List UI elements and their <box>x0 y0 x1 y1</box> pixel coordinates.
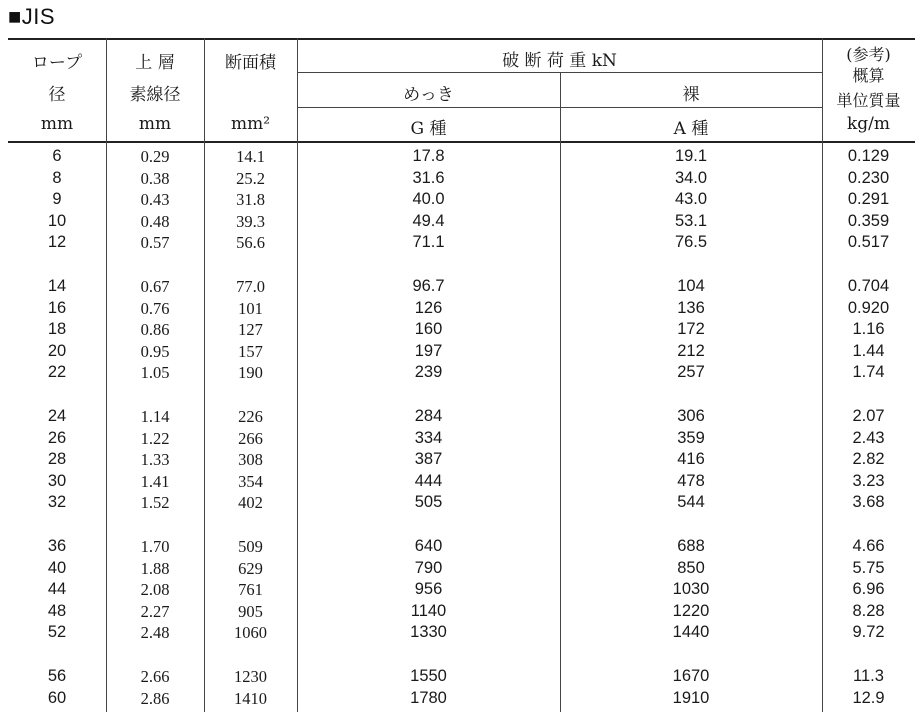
cell-load-a: 172 <box>677 320 705 339</box>
cell-area: 39.3 <box>236 211 265 231</box>
table-row <box>8 449 915 471</box>
cell-diameter: 14 <box>47 277 67 295</box>
cell-area: 308 <box>238 450 263 470</box>
cell-load-a: 43.0 <box>674 190 708 209</box>
cell-area: 1410 <box>234 688 267 708</box>
cell-diameter: 10 <box>47 211 67 230</box>
cell-area: 509 <box>238 537 263 556</box>
cell-wire-diameter: 1.88 <box>140 558 170 578</box>
cell-unit-mass: 3.23 <box>852 471 885 490</box>
cell-area: 127 <box>238 320 263 340</box>
cell-load-a: 416 <box>677 450 705 469</box>
cell-load-g: 71.1 <box>412 233 445 252</box>
cell-diameter: 52 <box>47 623 67 642</box>
cell-wire-diameter: 1.14 <box>140 407 170 426</box>
cell-load-a: 19.1 <box>674 147 708 165</box>
header-breaking-load: 破 断 荷 重 kN <box>502 51 617 71</box>
table-row <box>8 168 915 190</box>
cell-load-a: 257 <box>677 363 705 382</box>
cell-wire-diameter: 1.41 <box>140 471 170 491</box>
cell-load-a: 104 <box>677 277 705 295</box>
cell-unit-mass: 11.3 <box>853 667 884 685</box>
cell-diameter: 36 <box>47 537 67 555</box>
cell-load-g: 31.6 <box>412 168 445 187</box>
cell-area: 226 <box>238 407 263 426</box>
cell-diameter: 8 <box>52 168 62 187</box>
cell-area: 56.6 <box>236 233 265 253</box>
table-row <box>8 319 915 341</box>
cell-area: 266 <box>238 428 263 448</box>
cell-unit-mass: 1.44 <box>852 341 885 360</box>
cell-diameter: 28 <box>47 450 67 469</box>
cell-load-a: 212 <box>677 341 705 360</box>
cell-area: 629 <box>238 558 263 578</box>
table-row <box>8 688 915 710</box>
cell-load-a: 306 <box>677 407 705 425</box>
cell-diameter: 40 <box>47 558 67 577</box>
cell-wire-diameter: 0.76 <box>140 298 170 318</box>
cell-unit-mass: 5.75 <box>852 558 885 577</box>
cell-diameter: 44 <box>47 580 67 599</box>
cell-diameter: 24 <box>47 407 67 425</box>
cell-load-g: 1550 <box>410 667 447 685</box>
cell-area: 77.0 <box>236 277 265 296</box>
header-reference-label: (参考) <box>846 45 891 64</box>
cell-load-a: 544 <box>677 493 705 512</box>
cell-wire-diameter: 1.05 <box>140 363 170 383</box>
table-row <box>8 406 915 428</box>
cell-unit-mass: 0.920 <box>847 298 890 317</box>
table-row <box>8 622 915 644</box>
cell-area: 101 <box>238 298 263 318</box>
cell-load-a: 688 <box>677 537 705 555</box>
header-weight-unit: kg/m <box>846 114 891 134</box>
cell-load-g: 17.8 <box>412 147 445 165</box>
table-row <box>8 428 915 450</box>
cell-diameter: 9 <box>52 190 62 209</box>
cell-area: 354 <box>238 471 263 491</box>
cell-area: 157 <box>238 341 263 361</box>
cell-load-g: 640 <box>414 537 443 555</box>
cell-unit-mass: 0.517 <box>847 233 890 252</box>
header-bottom-rule <box>8 141 915 143</box>
cell-load-g: 505 <box>414 493 443 512</box>
table-row <box>8 362 915 384</box>
cell-diameter: 56 <box>47 667 67 685</box>
cell-load-a: 478 <box>677 471 705 490</box>
cell-diameter: 32 <box>47 493 67 512</box>
table-row <box>8 471 915 493</box>
cell-area: 905 <box>238 601 263 621</box>
cell-wire-diameter: 0.86 <box>140 320 170 340</box>
cell-wire-diameter: 0.48 <box>140 211 170 231</box>
cell-wire-diameter: 1.70 <box>140 537 170 556</box>
cell-unit-mass: 0.230 <box>847 168 890 187</box>
cell-area: 761 <box>238 580 263 600</box>
cell-unit-mass: 2.07 <box>852 407 885 425</box>
cell-wire-diameter: 0.95 <box>140 341 170 361</box>
cell-unit-mass: 12.9 <box>852 688 885 707</box>
cell-load-g: 1780 <box>410 688 447 707</box>
cell-load-g: 239 <box>414 363 443 382</box>
cell-load-a: 1030 <box>672 580 710 599</box>
cell-wire-diameter: 1.52 <box>140 493 170 513</box>
cell-load-g: 126 <box>414 298 443 317</box>
cell-unit-mass: 6.96 <box>852 580 885 599</box>
wire-rope-spec-table <box>8 38 915 712</box>
cell-area: 31.8 <box>236 190 265 210</box>
header-outer-layer-label: 上 層 <box>135 53 175 73</box>
cell-unit-mass: 9.72 <box>852 623 885 642</box>
cell-wire-diameter: 2.66 <box>140 667 170 686</box>
table-row <box>8 146 915 168</box>
cell-load-g: 96.7 <box>412 277 445 295</box>
header-galvanized-grade: G 種 <box>410 119 447 139</box>
cell-area: 190 <box>238 363 263 383</box>
table-row <box>8 579 915 601</box>
cell-unit-mass: 0.291 <box>847 190 890 209</box>
cell-wire-diameter: 1.22 <box>140 428 170 448</box>
cell-load-a: 1440 <box>672 623 710 642</box>
header-bare-label: 裸 <box>682 85 700 105</box>
cell-load-g: 160 <box>414 320 443 339</box>
cell-wire-diameter: 0.43 <box>140 190 170 210</box>
cell-unit-mass: 4.66 <box>852 537 885 555</box>
cell-load-a: 359 <box>677 428 705 447</box>
cell-diameter: 12 <box>47 233 67 252</box>
header-galvanized-label: めっき <box>403 85 454 105</box>
cell-area: 402 <box>238 493 263 513</box>
header-unit-mass-label: 単位質量 <box>836 91 901 110</box>
cell-diameter: 16 <box>47 298 67 317</box>
header-approx-label: 概算 <box>852 66 885 85</box>
cell-unit-mass: 3.68 <box>852 493 885 512</box>
cell-wire-diameter: 2.48 <box>140 623 170 643</box>
cell-wire-diameter: 0.67 <box>140 277 170 296</box>
cell-load-a: 1220 <box>672 601 710 620</box>
cell-diameter: 60 <box>47 688 67 707</box>
cell-diameter: 20 <box>47 341 67 360</box>
cell-diameter: 22 <box>47 363 67 382</box>
table-row <box>8 232 915 254</box>
table-row <box>8 601 915 623</box>
cell-load-g: 387 <box>414 450 443 469</box>
cell-wire-diameter: 0.57 <box>140 233 170 253</box>
cell-diameter: 6 <box>52 147 62 165</box>
cell-unit-mass: 0.129 <box>847 147 890 165</box>
header-wire-unit: mm <box>138 114 172 134</box>
table-top-rule <box>8 38 915 40</box>
cell-unit-mass: 2.43 <box>852 428 885 447</box>
cell-diameter: 30 <box>47 471 67 490</box>
cell-unit-mass: 0.359 <box>847 211 890 230</box>
table-row <box>8 536 915 558</box>
cell-wire-diameter: 0.29 <box>140 147 170 166</box>
header-rope-label: ロープ <box>31 53 83 73</box>
cell-area: 25.2 <box>236 168 265 188</box>
cell-load-g: 956 <box>414 580 443 599</box>
table-row <box>8 276 915 298</box>
header-diameter-unit: mm <box>40 114 74 134</box>
cell-load-g: 334 <box>414 428 443 447</box>
header-bare-grade: A 種 <box>673 119 709 139</box>
cell-wire-diameter: 0.38 <box>140 168 170 188</box>
cell-area: 14.1 <box>236 147 265 166</box>
cell-wire-diameter: 2.86 <box>140 688 170 708</box>
cell-unit-mass: 0.704 <box>847 277 890 295</box>
table-row <box>8 492 915 514</box>
cell-load-g: 790 <box>414 558 443 577</box>
cell-load-a: 34.0 <box>674 168 708 187</box>
table-row <box>8 558 915 580</box>
table-row <box>8 666 915 688</box>
table-row <box>8 211 915 233</box>
cell-load-g: 444 <box>414 471 443 490</box>
cell-wire-diameter: 1.33 <box>140 450 170 470</box>
cell-load-a: 76.5 <box>674 233 708 252</box>
cell-load-g: 284 <box>414 407 443 425</box>
header-area-unit: mm² <box>230 114 271 134</box>
cell-load-g: 1330 <box>410 623 447 642</box>
cell-load-g: 1140 <box>410 601 447 620</box>
table-row <box>8 189 915 211</box>
cell-unit-mass: 1.74 <box>852 363 885 382</box>
header-diameter-label: 径 <box>48 85 66 105</box>
cell-area: 1230 <box>234 667 267 686</box>
cell-load-g: 40.0 <box>412 190 445 209</box>
cell-load-g: 197 <box>414 341 443 360</box>
header-wire-diameter-label: 素線径 <box>129 85 181 105</box>
cell-unit-mass: 1.16 <box>852 320 885 339</box>
cell-diameter: 26 <box>47 428 67 447</box>
cell-area: 1060 <box>234 623 267 643</box>
cell-load-a: 1670 <box>672 667 710 685</box>
table-row <box>8 341 915 363</box>
cell-wire-diameter: 2.27 <box>140 601 170 621</box>
cell-load-a: 850 <box>677 558 705 577</box>
section-title: ■JIS <box>8 4 56 29</box>
cell-wire-diameter: 2.08 <box>140 580 170 600</box>
cell-diameter: 48 <box>47 601 67 620</box>
cell-unit-mass: 2.82 <box>852 450 885 469</box>
cell-unit-mass: 8.28 <box>852 601 885 620</box>
cell-load-g: 49.4 <box>412 211 445 230</box>
cell-diameter: 18 <box>47 320 67 339</box>
header-area-label: 断面積 <box>225 53 276 73</box>
cell-load-a: 136 <box>677 298 705 317</box>
table-row <box>8 298 915 320</box>
cell-load-a: 1910 <box>672 688 710 707</box>
cell-load-a: 53.1 <box>674 211 708 230</box>
